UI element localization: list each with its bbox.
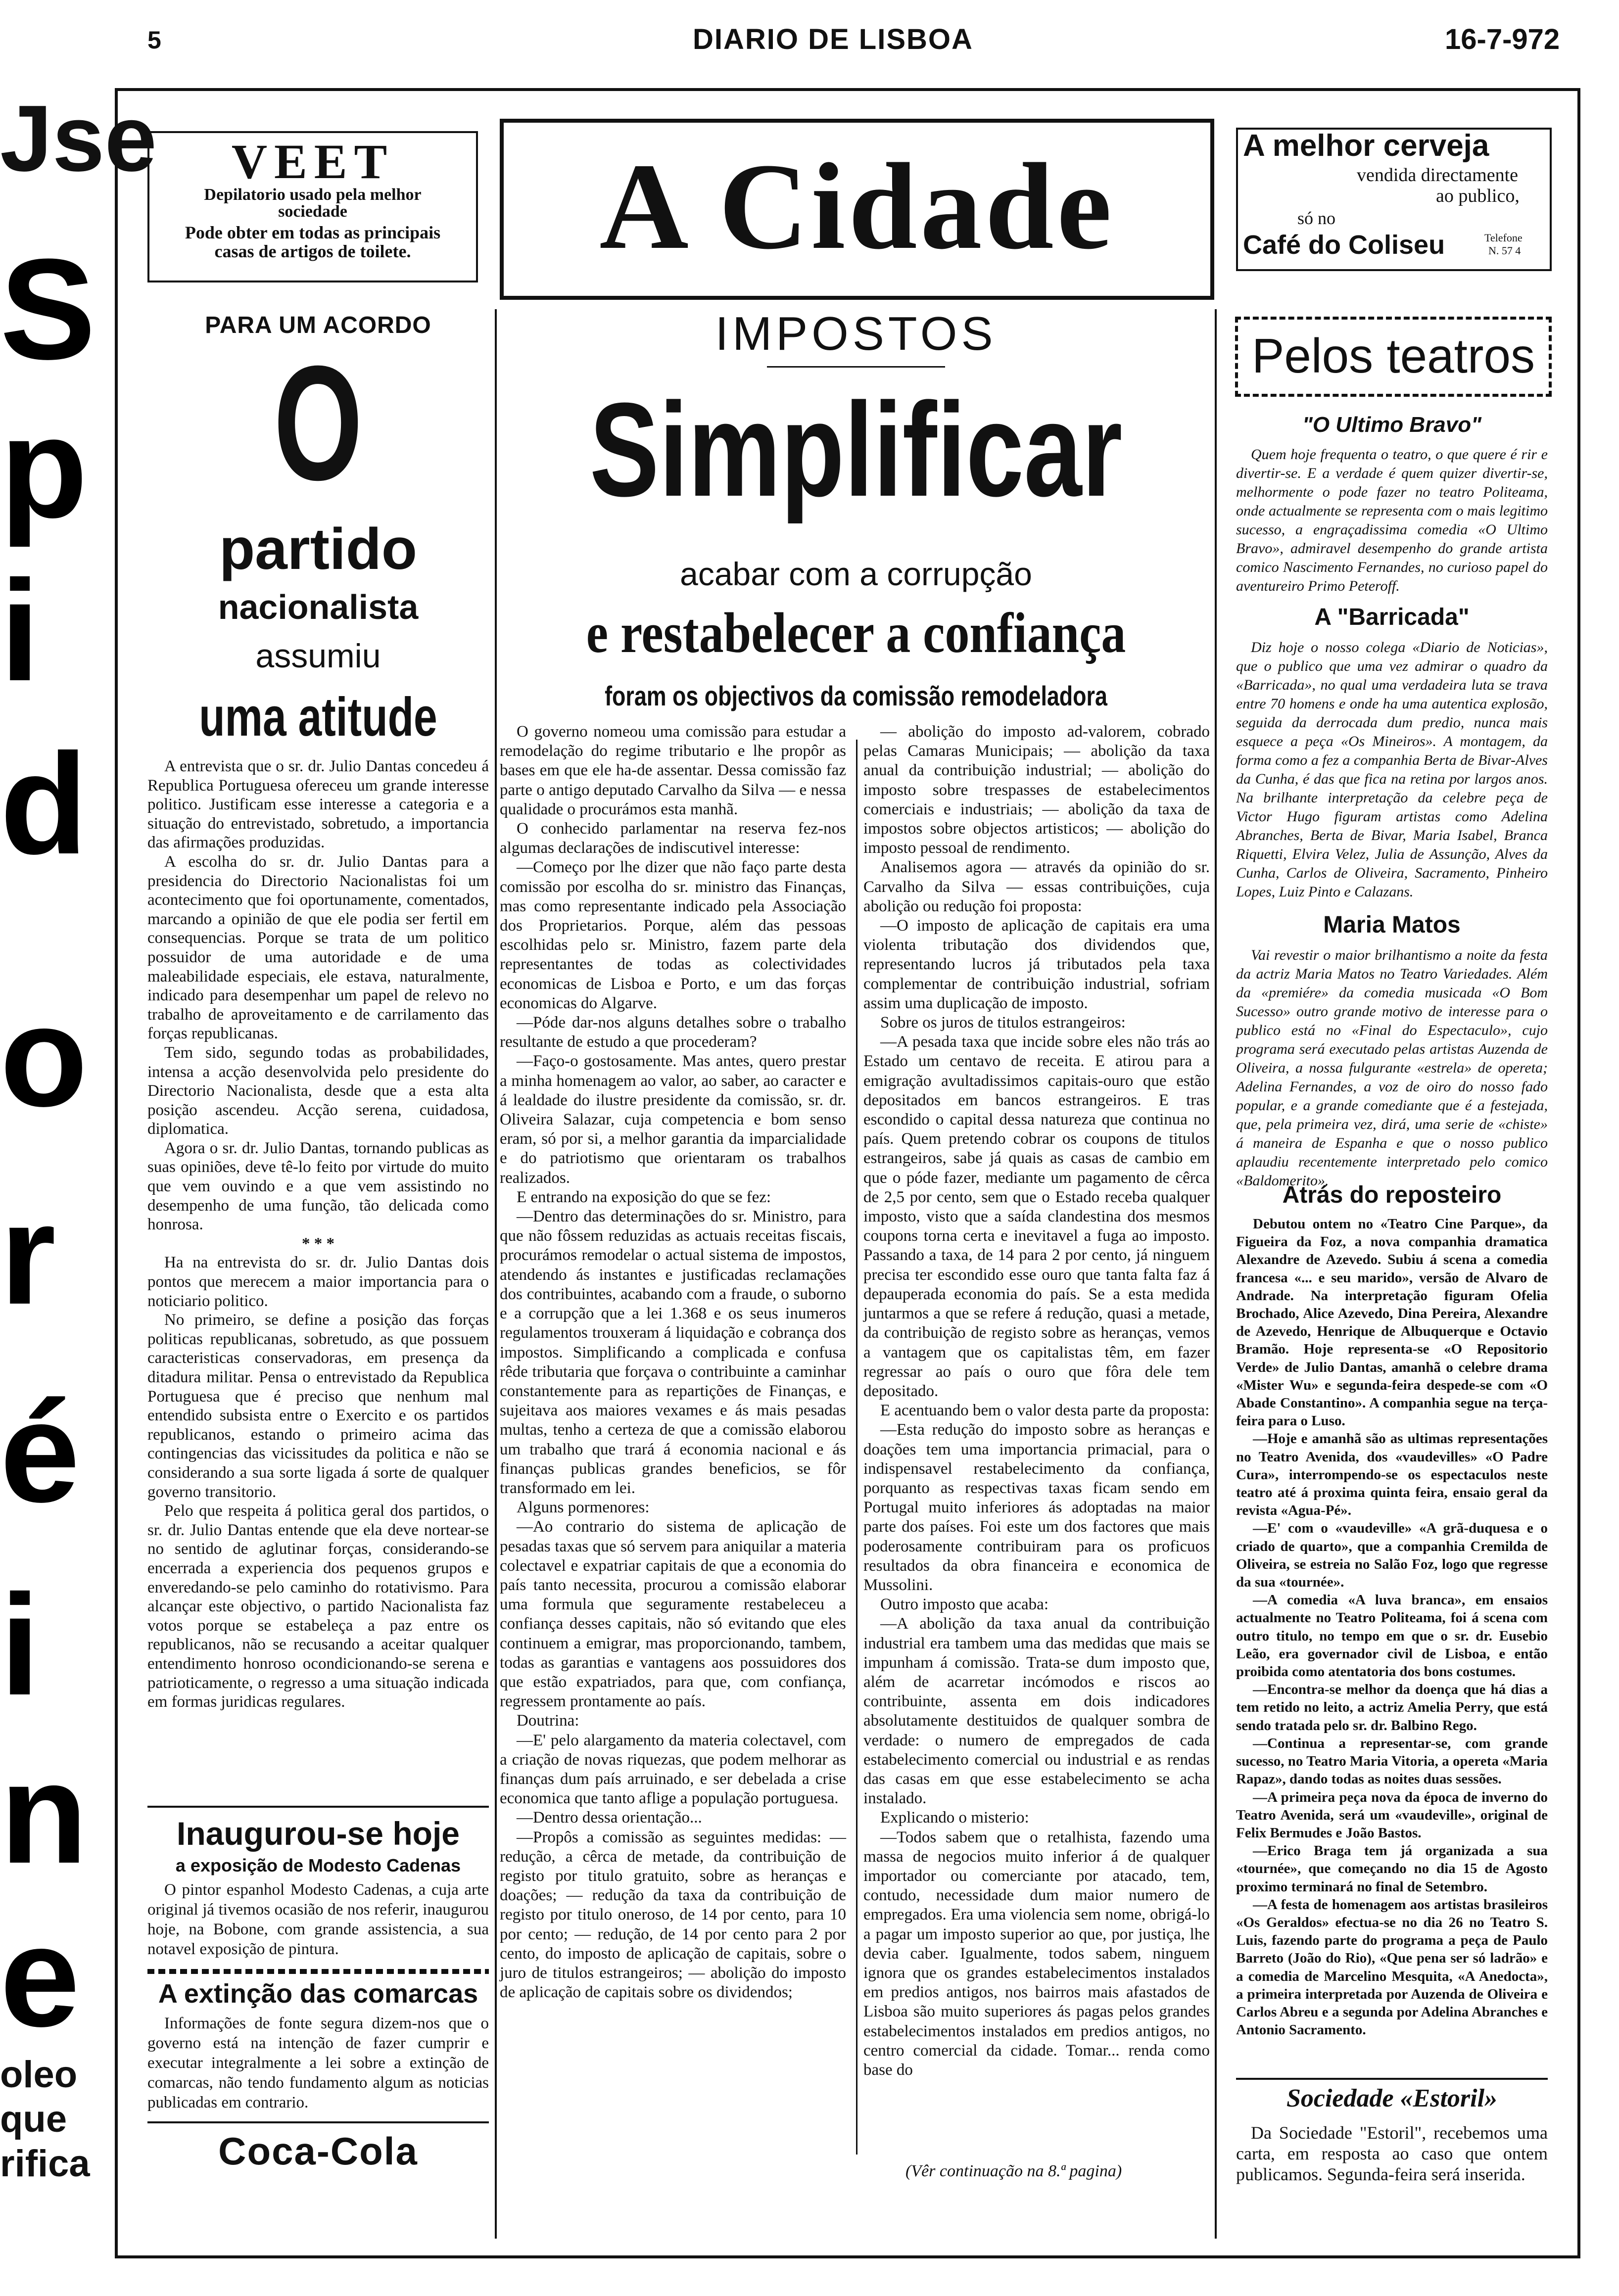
center-article-col-1 — [500, 722, 846, 2002]
veet-line-2: Pode obter em todas as principais casas de artigos de toilete. — [185, 223, 441, 261]
left-article-headline-assumiu: assumiu — [255, 637, 381, 675]
beer-ad — [1236, 128, 1552, 271]
left-article-headline-nacionalista: nacionalista — [218, 588, 419, 626]
veet-line-1: Depilatorio usado pela melhor sociedade — [204, 186, 422, 221]
paragraph: Sobre os juros de titulos estrangeiros: — [880, 1014, 1126, 1032]
paragraph: —Ao contrario do sistema de aplicação de pesadas taxas que só servem para aniquilar a materia colectavel e expatriar capitais de que a economia do país tanto necessita, procurou a comissão elaborar uma formula que seguramente restabeleceu a confiança desses capitais, não só evitando que eles continuem a emigrar, mas proporcionando, tambem, todas as garantias e vantagens aos possuidores dos que estão expatriados, para que, com confiança, regressem prontamente ao país. — [500, 1518, 846, 1711]
divider — [1236, 2078, 1548, 2080]
center-article-kicker: IMPOSTOS — [715, 307, 997, 360]
column-rule-right — [1215, 309, 1217, 2239]
center-article-subhead-2: e restabelecer a confiança — [586, 602, 1126, 665]
margin-letter-4: d — [0, 724, 88, 884]
theatres-title-box — [1235, 317, 1552, 397]
section-2-text: Diz hoje o nosso colega «Diario de Noticias», que o publico que uma vez admirar o quadro da «Barricada», no qual uma verdadeira luta se trava entre 70 homens e onde ha uma autentica explosão, seguida da derrocada dum predio, nunca mais esquece a peça «Os Mineiros». A montagem, da forma como a fez a companhia Berta de Bivar-Alves da Cunha, é das que fica na retina por largos anos. Na brilhante interpretação da celebre peça de Victor Hugo figuram artistas como Adelina Abranches, Berta de Bivar, Maria Isabel, Branca Riquetti, Elvira Velez, Julia de Assunção, Alves da Cunha, Carlos de Oliveira, Sacramento, Pinheiro Lopes, Luiz Pinto e Calazans. — [1236, 639, 1548, 900]
kicker-underline — [767, 366, 945, 368]
paragraph: —Propôs a comissão as seguintes medidas: — redução, a cêrca de metade, da contribuição de registo por titulo gratuito, sobre as heranças e doações; — redução da taxa da contribuição de registo por titulo oneroso, de 14 por cento, para 10 por cento; — redução, de 14 por cento para 2 por cento, do imposto de aplicação de capitais, sobre o juro de titulos estrangeiros; — abolição do imposto de aplicação de capitais sobre os dividendos; — [500, 1828, 846, 2002]
margin-letter-5: o — [0, 976, 88, 1136]
paragraph: Explicando o misterio: — [880, 1809, 1029, 1827]
paragraph: —E' com o «vaudeville» «A grã-duquesa e o criado de quarto», que a companhia Cremilda de Oliveira, se estreia no Salão Foz, logo que regresse da sua «tournée». — [1236, 1520, 1548, 1591]
section-title: A Cidade — [599, 138, 1115, 275]
paragraph: Agora o sr. dr. Julio Dantas, tornando publicas as suas opiniões, deve tê-lo feito por virtude do muito que vem ouvindo e a que vem assistindo no desempenho de uma função, tão delicada como honrosa. — [147, 1139, 489, 1234]
paragraph: A entrevista que o sr. dr. Julio Dantas concedeu á Republica Portuguesa ofereceu um grande interesse politico. Justificam esse interesse a categoria e a situação do entrevistado, sobretudo, a importancia das afirmações produzidas. — [147, 757, 489, 852]
beer-ad-phone-label: Telefone — [1484, 232, 1523, 244]
paragraph: —E' pelo alargamento da materia colectavel, com a criação de novas riquezas, que podem melhorar as finanças dum país arruinado, e ser debelada a crise economica que tanto aflige a população portuguesa. — [500, 1731, 846, 1808]
center-article-subhead-3: foram os objectivos da comissão remodeladora — [605, 680, 1107, 711]
margin-letter-1: S — [0, 229, 96, 389]
paragraph: —A pesada taxa que incide sobre eles não trás ao Estado um centavo de receita. E atirou para a emigração avultadissimos capitais-ouro que estão depositados em bancos estrangeiros. E tras escondido o capital dessa natureza que continua no país. Quem pretendo cobrar os coupons de titulos estrangeiros, sabe já quais as casas de cambio em que o póde fazer, mediante um pagamento de cêrca de 2,5 por cento, sem que o Estado receba qualquer imposto, visto que a saída clandestina dos mesmos coupons torna certa e inevitavel a fuga ao imposto. Passando a taxa, de 14 para 2 por cento, já ninguem precisa ter escondido esse ouro que tanta falta faz á depauperada economia do país. Se a esta medida juntarmos a que se refere á redução, quasi a metade, da contribuição de registo sobre as heranças, vemos a vantagem que os capitalistas têm, em fazer regressar ao país o ouro que fôra dele tem depositado. — [863, 1033, 1210, 1400]
section-1-title: "O Ultimo Bravo" — [1302, 413, 1481, 437]
center-article-headline: Simplificar — [589, 375, 1123, 524]
margin-letter-3: i — [0, 551, 40, 711]
left-article-headline-o: O — [274, 331, 363, 514]
paragraph: Analisemos agora — através da opinião do sr. Carvalho da Silva — essas contribuições, cuja abolição ou redução foi proposta: — [863, 858, 1210, 915]
paragraph: A escolha do sr. dr. Julio Dantas para a presidencia do Directorio Nacionalistas foi um acontecimento que foi oportunamente, comentados, marcando a opinião de que ele podia ser fertil em consequencias. Porque se trata de um politico possuidor de uma autoridade e de uma maleabilidade especiais, ele estava, naturalmente, indicado para desempenhar um papel de relevo no trabalho de aproveitamento e de carrilamento das forças republicanas. — [147, 852, 489, 1043]
paragraph: —Todos sabem que o retalhista, fazendo uma massa de negocios muito inferior á de qualquer importador ou comerciante por atacado, tem, contudo, necessidade dum maior numero de empregados. Era uma violencia sem nome, obrigá-lo a pagar um imposto superior ao que, por justiça, lhe devia caber. Igualmente, todos sabem, ninguem ignora que os grandes estabelecimentos instalados em predios antigos, nos bairros mais afastados de Lisboa são muito superiores ás pagas pelos grandes estabelecimentos instalados em predios antigos, no centro comercial da cidade. Tomar... renda como base do — [863, 1828, 1210, 2079]
continuation-note: (Vêr continuação na 8.ª pagina) — [905, 2162, 1122, 2180]
paragraph: E acentuando bem o valor desta parte da proposta: — [880, 1402, 1210, 1420]
paragraph: Pelo que respeita á politica geral dos partidos, o sr. dr. Julio Dantas entende que ela deve nortear-se no sentido de aglutinar forças, considerando-se encerrada a experiencia dos pequenos grupos e enveredando-se pelo caminho do rotativismo. Para alcançar este objectivo, o partido Nacionalista faz votos porque se estabeleça a paz entre os republicanos, não se recusando a aceitar qualquer entendimento honroso ocondicionando-se serena e patrioticamente, o regresso a uma situação indicada em formas juridicas regulares. — [147, 1502, 489, 1711]
paragraph: —Faço-o gostosamente. Mas antes, quero prestar a minha homenagem ao valor, ao saber, ao caracter e á lealdade do ilustre presidente da comissão, sr. dr. Oliveira Salazar, cuja competencia e bom senso eram, só por si, a melhor garantia da imparcialidade e do patriotismo que orientaram os trabalhos realizados. — [500, 1052, 846, 1187]
paragraph: —O imposto de aplicação de capitais era uma violenta tributação dos dividendos que, representando lucros já tributados pela taxa complementar de contribuição industrial, sofriam assim uma duplicação de imposto. — [863, 917, 1210, 1012]
section-3-title: Maria Matos — [1323, 912, 1461, 938]
margin-letter-10: e — [0, 1896, 80, 2057]
paragraph: O governo nomeou uma comissão para estudar a remodelação do regime tributario e lhe propôr as bases em que ele ha-de assentar. Dessa comissão faz parte o antigo deputado Carvalho da Silva — e nessa qualidade o procurámos esta manhã. — [500, 723, 846, 818]
paper-name: DIARIO DE LISBOA — [693, 23, 973, 55]
paragraph: —Dentro dessa orientação... — [517, 1809, 702, 1827]
left-article-kicker: PARA UM ACORDO — [205, 312, 431, 338]
margin-ad-line-1: oleo — [0, 2054, 78, 2096]
beer-ad-line-2: ao publico, — [1436, 186, 1520, 206]
inaugurou-subtitle: a exposição de Modesto Cadenas — [175, 1855, 461, 1875]
divider — [147, 2121, 489, 2123]
paragraph: —Começo por lhe dizer que não faço parte desta comissão por escolha do sr. ministro das Finanças, mas como representante indicado pela Associação dos Proprietarios. Porque, além das pessoas escolhidas pelo sr. Ministro, fazem parte dela representantes de todas as colectividades economicas de Lisboa e Porto, e um das forças economicas do Algarve. — [500, 858, 846, 1012]
veet-ad — [147, 131, 478, 282]
section-1-text: Quem hoje frequenta o teatro, o que quere é rir e divertir-se. E a verdade é quem quizer divertir-se, melhormente o pode fazer no teatro Politeama, onde actualmente se representa com o mais legitimo sucesso, a engraçadissima comedia «O Ultimo Bravo», admiravel desempenho do grande artista comico Nascimento Fernandes, no curioso papel do aventureiro Primo Peteroff. — [1236, 446, 1548, 594]
paragraph: —A comedia «A luva branca», em ensaios actualmente no Teatro Politeama, foi á scena com outro titulo, no tempo em que o sr. dr. Eusebio Leão, era governador civil de Lisboa, e então proibida como atentatoria dos bons costumes. — [1236, 1592, 1548, 1680]
paragraph: — abolição do imposto ad-valorem, cobrado pelas Camaras Municipais; — abolição da taxa anual da contribuição industrial; — abolição do imposto sobre trespasses de estabelecimentos comerciais e industriais; — abolição da taxa de impostos sobre objectos artisticos; — abolição do imposto pessoal de rendimento. — [863, 723, 1210, 857]
left-article-body — [147, 757, 489, 1712]
beer-ad-phone: N. 57 4 — [1488, 244, 1521, 257]
section-title-box — [500, 119, 1214, 300]
beer-ad-title: A melhor cerveja — [1243, 129, 1489, 163]
left-article-headline-partido: partido — [219, 516, 417, 582]
paragraph: —Dentro das determinações do sr. Ministro, para que não fôssem reduzidas as actuais receitas fiscais, procurámos remodelar o actual sistema de impostos, atendendo ás instantes e justificadas reclamações dos contribuintes, acabando com a fraude, o suborno e a corrupção que a lei 1.368 e os seus inumeros regulamentos trouxeram á liquidação e cobrança dos impostos. Simplificando a complicada e confusa rêde tributaria que forçava o contribuinte a caminhar constantemente para as repartições de Finanças, e sujeitava aos maiores vexames e ás mais pesadas multas, tenho a certeza de que a comissão elaborou um trabalho que trará á economia nacional e ás finanças publicas grandes beneficios, se fôr transformado em lei. — [500, 1208, 846, 1497]
paragraph: —A festa de homenagem aos artistas brasileiros «Os Geraldos» efectua-se no dia 26 no Teatro S. Luis, fazendo parte do programa a peça de Paulo Barreto (João do Rio), «Que pena ser só ladrão» e a comedia de Marcelino Mesquita, «A Anedocta», a primeira interpretada por Auzenda de Oliveira e Carlos Abreu e a segunda por Adelina Abranches e Antonio Sacramento. — [1236, 1896, 1548, 2038]
section-2-title: A "Barricada" — [1314, 604, 1470, 630]
paragraph: No primeiro, se define a posição das forças politicas republicanas, sobretudo, as que possuem caracteristicas conservadoras, em presença da ditadura militar. Pensa o entrevistado da Republica Portuguesa que é preciso que nenhum mal entendido subsista entre o Exercito e os partidos republicanos, estando o primeiro acima das contingencias das vicissitudes da politica e não se considerando a sua sorte ligada á sorte de qualquer governo transitorio. — [147, 1311, 489, 1501]
paragraph: Ha na entrevista do sr. dr. Julio Dantas dois pontos que merecem a maior importancia para o noticiario politico. — [147, 1254, 489, 1310]
issue-date: 16-7-972 — [1445, 23, 1560, 55]
margin-ad-line-3: rifica — [0, 2143, 90, 2185]
section-5-title: Sociedade «Estoril» — [1286, 2084, 1498, 2112]
margin-letter-9: n — [0, 1733, 88, 1893]
paragraph: Outro imposto que acaba: — [880, 1595, 1048, 1614]
paragraph: —Hoje e amanhã são as ultimas representações no Teatro Avenida, dos «vaudevilles» «O Padre Cura», interrompendo-se os espectaculos neste teatro até á proxima quinta feira, ensaio geral da revista «Agua-Pé». — [1236, 1431, 1548, 1519]
paragraph: —A primeira peça nova da época de inverno do Teatro Avenida, será um «vaudeville», original de Felix Bermudes e João Bastos. — [1236, 1789, 1548, 1841]
beer-ad-line-1: vendida directamente — [1357, 165, 1519, 186]
coca-cola-ad: Coca-Cola — [218, 2129, 418, 2173]
paragraph: Debutou ontem no «Teatro Cine Parque», da Figueira da Foz, a nova companhia dramatica Alexandre de Azevedo. Subiu á scena a comedia francesa «... e seu marido», versão de Alvaro de Andrade. Na interpretação figuram Ofelia Brochado, Alice Azevedo, Dina Pereira, Alexandre de Azevedo, Henrique de Albuquerque e Octavio Bramão. Hoje representa-se «O Repositorio Verde» de Julio Dantas, amanhã o celebre drama «Mister Wu» e segunda-feira despede-se com «O Abade Constantino». A companhia segue na terça-feira para o Luso. — [1236, 1216, 1548, 1429]
margin-letter-8: i — [0, 1565, 40, 1725]
paragraph: —Esta redução do imposto sobre as heranças e doações tem uma importancia primacial, para o indispensavel restabelecimento da confiança, porquanto as respectivas taxas ficam sendo em Portugal muito inferiores ás adoptadas na maior parte dos países. Foi este um dos factores que mais poderosamente contribuiram para os proficuos resultados da obra financeira e economica de Mussolini. — [863, 1421, 1210, 1594]
left-article-headline-atitude: uma atitude — [199, 687, 437, 748]
margin-ad-line-2: que — [0, 2098, 67, 2140]
center-article-subhead-1: acabar com a corrupção — [680, 556, 1032, 592]
divider-dotted — [147, 1969, 489, 1974]
paragraph: Doutrina: — [517, 1712, 579, 1730]
comarcas-title: A extinção das comarcas — [158, 1979, 478, 2009]
paragraph: —Erico Braga tem já organizada a sua «tournée», que começando no dia 15 de Agosto proximo terminará no final de Setembro. — [1236, 1843, 1548, 1895]
theatres-title: Pelos teatros — [1252, 328, 1535, 383]
paragraph: Tem sido, segundo todas as probabilidades, intensa a acção desenvolvida pelo presidente do Directorio Nacionalista, desde que a esta alta posição ascendeu. Acção serena, cuidadosa, diplomatica. — [147, 1043, 489, 1138]
asterism: * * * — [302, 1234, 334, 1253]
margin-letter-6: r — [0, 1174, 56, 1334]
inaugurou-title: Inaugurou-se hoje — [176, 1815, 460, 1852]
section-4-title: Atrás do reposteiro — [1282, 1182, 1502, 1208]
section-4-text — [1236, 1215, 1548, 2039]
paragraph: —Encontra-se melhor da doença que há dias a tem retido no leito, a actriz Amelia Perry, que está sendo tratada pelo sr. dr. Balbino Rego. — [1236, 1682, 1548, 1734]
margin-ad-top: Jse — [0, 86, 157, 191]
paragraph: —Continua a representar-se, com grande sucesso, no Teatro Maria Vitoria, a opereta «Maria Rapaz», dando todas as noites duas sessões. — [1236, 1735, 1548, 1787]
column-rule-center — [856, 740, 857, 2155]
margin-letter-2: p — [0, 387, 88, 548]
paragraph: —Póde dar-nos alguns detalhes sobre o trabalho resultante de estudo a que procederam? — [500, 1014, 846, 1051]
column-rule-left — [495, 309, 497, 2239]
comarcas-text: Informações de fonte segura dizem-nos que o governo está na intenção de fazer cumprir e executar integralmente a lei sobre a extinção de comarcas, não tendo fundamento algum as noticias publicadas em contrario. — [147, 2015, 489, 2111]
paragraph: O conhecido parlamentar na reserva fez-nos algumas declarações de indiscutivel interesse: — [500, 820, 846, 857]
section-3-text: Vai revestir o maior brilhantismo a noite da festa da actriz Maria Matos no Teatro Variedades. Além da «premiére» da comedia musicada «O Bom Sucesso» outro grande motivo de interesse para o publico está no «Final do Espectaculo», cujo programa será executado pelas artistas Auzenda de Oliveira, a nossa fulgurante «estrela» de opereta; Adelina Fernandes, a voz de oiro do nosso fado popular, e a grande comediante que é a festejada, que, pela primeira vez, dirá, uma serie de «chiste» á maneira de Espanha e que o nosso publico aplaudiu recentemente interpretado pelo comico «Baldomerito». — [1236, 947, 1548, 1189]
veet-brand: VEET — [231, 134, 394, 189]
paragraph: E entrando na exposição do que se fez: — [517, 1188, 771, 1206]
paragraph: —A abolição da taxa anual da contribuição industrial era tambem uma das medidas que mais se impunham á comissão. Trata-se dum imposto que, além de acarretar incómodos e riscos ao contribuinte, assenta em dois indicadores absolutamente destituidos de qualquer sombra de verdade: o numero de empregados de cada estabelecimento comercial ou industrial e as rendas das casas em que esse estabelecimento se acha instalado. — [863, 1615, 1210, 1808]
center-article-col-2 — [863, 722, 1210, 2080]
margin-letter-7: é — [0, 1372, 80, 1532]
page-number: 5 — [147, 26, 161, 54]
beer-ad-line-3: só no — [1297, 208, 1336, 228]
beer-ad-venue: Café do Coliseu — [1243, 230, 1445, 260]
paragraph: Alguns pormenores: — [517, 1499, 650, 1517]
divider — [147, 1806, 489, 1808]
inaugurou-text: O pintor espanhol Modesto Cadenas, a cuja arte original já tivemos ocasião de nos referir, inaugurou hoje, na Bobone, com grande assistencia, a sua notavel exposição de pintura. — [147, 1881, 489, 1958]
section-5-text: Da Sociedade "Estoril", recebemos uma carta, em resposta ao caso que ontem publicamos. Segunda-feira será inserida. — [1236, 2123, 1548, 2184]
